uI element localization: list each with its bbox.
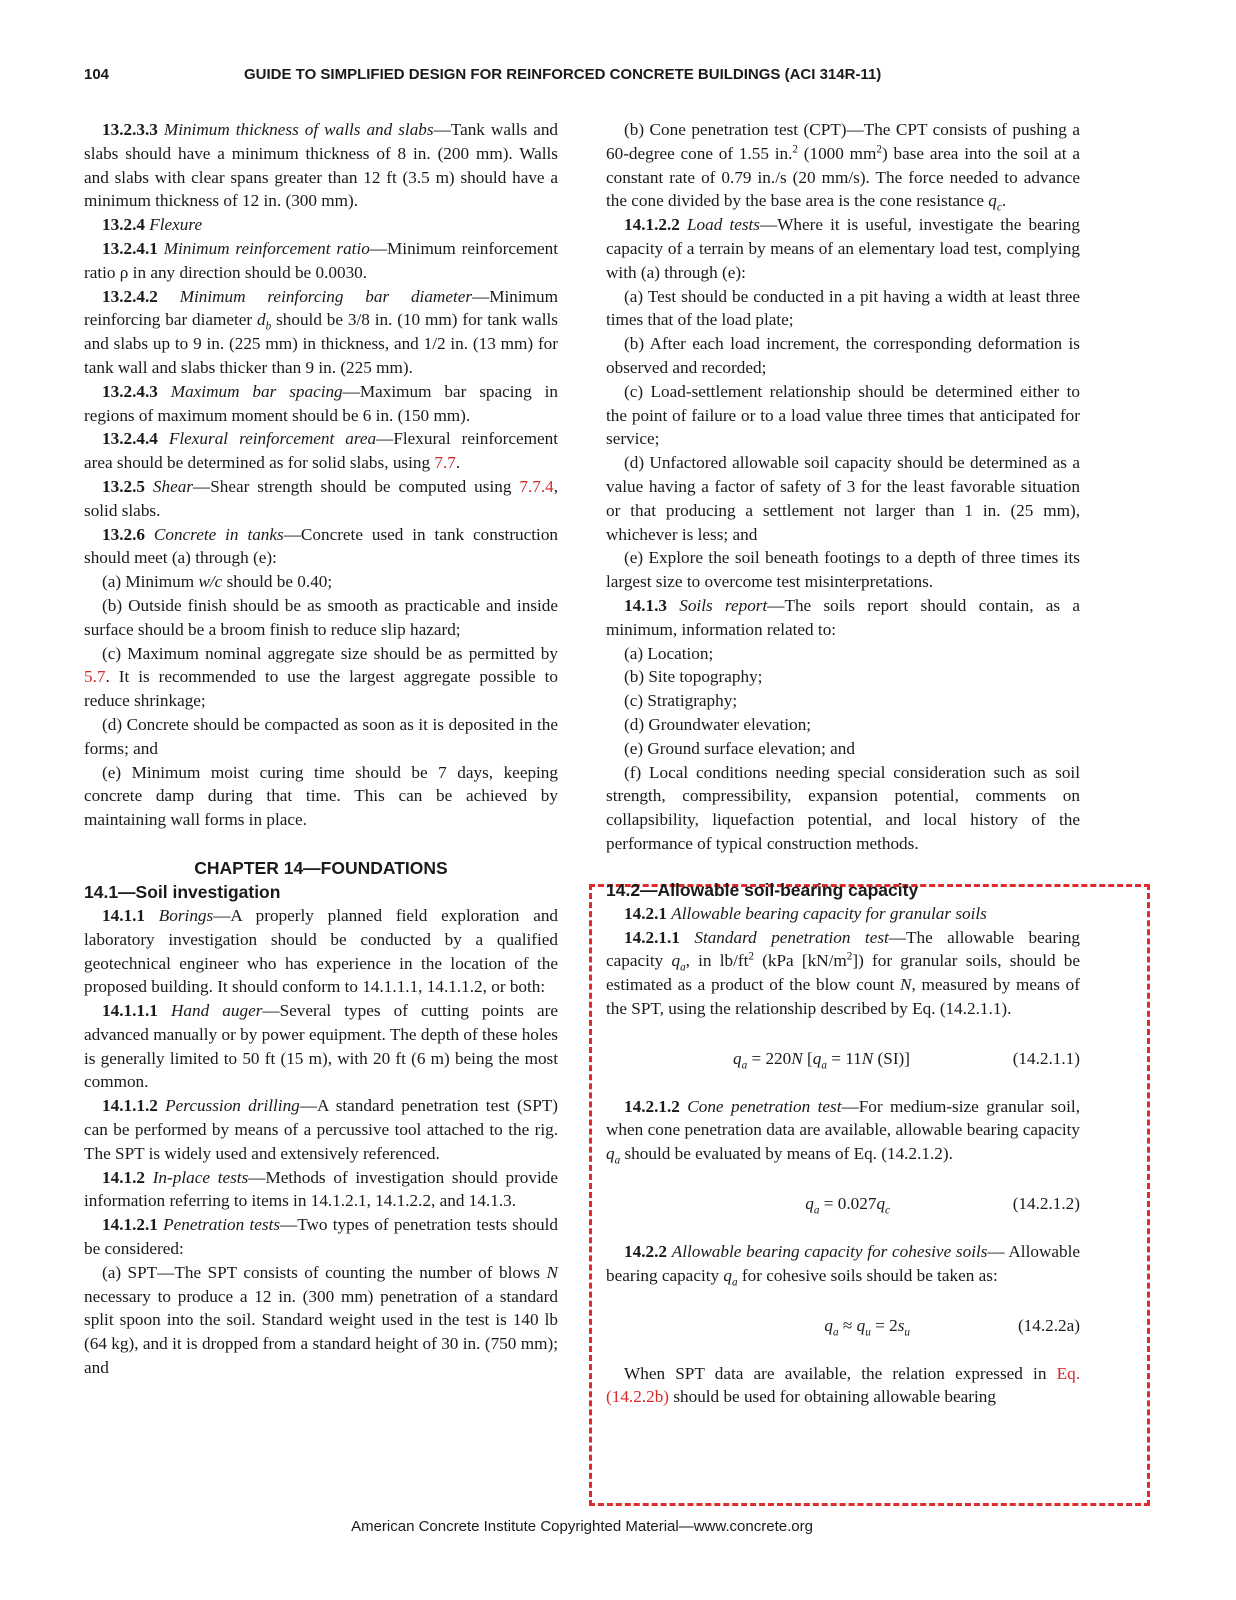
section-link-7-7-4[interactable]: 7.7.4 [519,476,554,496]
paragraph-14-2-1-1: 14.2.1.1 Standard penetration test—The allowable bearing capacity $q_a$, in $lb/ft^2$ (kPa $[kN/m^2]$) for granular soils, should be estimated as a product of the blow count N, measured by means of the SPT, using the relationship described by Eq. (14.2.1.1). [606,927,1081,1018]
list-item: (b) Site topography; [624,667,763,687]
paragraph-13-2-4-4: 13.2.4.4 Flexural reinforcement area—Flexural reinforcement area should be determined as for solid slabs, using 7.7. [84,429,558,473]
equation-number: (14.2.2a) [1017,1315,1080,1335]
list-item-cpt: (b) Cone penetration test (CPT)—The CPT consists of pushing a 60-degree cone of 1.55 in.$^2$ (1000 $mm^2$) base area into the soil at a constant rate of 0.79 in./s (20 mm/s). The force needed to advance the cone divided by the base area is the cone resistance $q_c$. [606,120,1080,214]
list-item-e: (e) Minimum moist curing time should be 7 days, keeping concrete damp during that time. This can be achieved by maintaining wall forms in place. [84,762,558,830]
list-item: (e) Ground surface elevation; and [624,738,855,758]
paragraph-13-2-4: 13.2.4 Flexure [102,215,203,235]
list-item: (c) Stratigraphy; [624,691,738,711]
equation-number: (14.2.1.2) [1012,1194,1080,1214]
paragraph-13-2-6: 13.2.6 Concrete in tanks—Concrete used in tank construction should meet (a) through (e): [84,524,559,568]
section-heading-14-2: 14.2—Allowable soil-bearing capacity [606,879,919,900]
list-item-a: (a) Test should be conducted in a pit having a width at least three times that of the load plate; [606,286,1080,330]
list-item-d: (d) Concrete should be compacted as soon as it is deposited in the forms; and [84,714,558,758]
list-item-e: (e) Explore the soil beneath footings to a depth of three times its largest size to overcome test misinterpretations. [606,548,1080,592]
paragraph-14-1-2-2: 14.1.2.2 Load tests—Where it is useful, investigate the bearing capacity of a terrain by means of an elementary load test, complying with (a) through (e): [606,215,1080,282]
list-item-b: (b) After each load increment, the corresponding deformation is observed and recorded; [606,334,1080,377]
section-link-7-7[interactable]: 7.7 [434,453,456,473]
paragraph-14-1-1-1: 14.1.1.1 Hand auger—Several types of cutting points are advanced manually or by power equipment. The depth of these holes is generally limited to 50 ft (15 m), with 20 ft (6 m) being the most common. [84,1001,559,1092]
list-item-b: (b) Outside finish should be as smooth as practicable and inside surface should be a broom finish to reduce slip hazard; [84,595,558,639]
list-item-a: (a) Minimum w/c should be 0.40; [102,572,333,592]
paragraph-14-1-1-2: 14.1.1.2 Percussion drilling—A standard penetration test (SPT) can be performed by means of a percussive tool attached to the rig. The SPT is widely used and extensively referenced. [84,1096,559,1163]
list-item: (a) Location; [624,643,714,663]
section-heading-14-1: 14.1—Soil investigation [84,881,281,902]
list-item-spt: (a) SPT—The SPT consists of counting the number of blows N necessary to produce a 12 in. (300 mm) penetration of a standard split spoon into the soil. Standard weight used in the test is 140 lb (64 kg), and it is dropped from a standard height of 30 in. (750 mm); and [84,1262,558,1378]
paragraph-14-1-3: 14.1.3 Soils report—The soils report should contain, as a minimum, information related to: [606,595,1080,639]
running-header [84,66,1084,92]
chapter-heading: CHAPTER 14—FOUNDATIONS [194,857,448,878]
list-item-c: (c) Maximum nominal aggregate size should be as permitted by 5.7. It is recommended to use the largest aggregate possible to reduce shrinkage; [84,643,558,711]
equation-14-2-1-1: $q_a = 220N$ [$q_a = 11N$ (SI)] (14.2.1.1) [732,1048,1080,1072]
paragraph-14-1-1: 14.1.1 Borings—A properly planned field exploration and laboratory investigation should be conducted by a qualified geotechnical engineer who has experience in the location of the proposed building. It should conform to 14.1.1.1, 14.1.1.2, or both: [84,905,559,997]
equation-number: (14.2.1.1) [1012,1048,1080,1068]
paragraph-13-2-3-3: 13.2.3.3 Minimum thickness of walls and slabs—Tank walls and slabs should have a minimum thickness of 8 in. (200 mm). Walls and slabs with clear spans greater than 12 ft (3.5 m) should have a minimum thickness of 12 in. (300 mm). [84,120,559,211]
right-column [606,118,1080,1409]
paragraph-14-2-2: 14.2.2 Allowable bearing capacity for cohesive soils— Allowable bearing capacity $q_a$ for cohesive soils should be taken as: [606,1242,1080,1289]
running-title: GUIDE TO SIMPLIFIED DESIGN FOR REINFORCED CONCRETE BUILDINGS (ACI 314R-11) [244,66,882,83]
equation-link-14-2-2b[interactable]: Eq. (14.2.2b) [606,1363,1080,1407]
paragraph-14-2-1-2: 14.2.1.2 Cone penetration test—For medium-size granular soil, when cone penetration data are available, allowable bearing capacity $q_a$ should be evaluated by means of Eq. (14.2.1.2). [606,1096,1081,1167]
paragraph-14-1-2-1: 14.1.2.1 Penetration tests—Two types of penetration tests should be considered: [84,1215,558,1259]
equation-14-2-1-2: $q_a = 0.027q_c$ (14.2.1.2) [805,1194,1080,1217]
list-item: (d) Groundwater elevation; [624,714,812,734]
page-number: 104 [84,66,110,83]
paragraph-13-2-4-2: 13.2.4.2 Minimum reinforcing bar diameter—Minimum reinforcing bar diameter $d_b$ should be 3/8 in. (10 mm) for tank walls and slabs up to 9 in. (225 mm) in thickness, and 1/2 in. (13 mm) for tank wall and slabs thicker than 9 in. (225 mm). [84,286,559,377]
paragraph-13-2-5: 13.2.5 Shear—Shear strength should be computed using 7.7.4, solid slabs. [84,476,559,520]
list-item-c: (c) Load-settlement relationship should be determined either to the point of failure or to a load value three times that anticipated for service; [606,381,1080,449]
paragraph-spt-relation: When SPT data are available, the relation expressed in Eq. (14.2.2b) should be used for obtaining allowable bearing [606,1363,1080,1407]
paragraph-14-2-1: 14.2.1 Allowable bearing capacity for granular soils [624,903,987,923]
section-link-5-7[interactable]: 5.7 [84,667,106,687]
paragraph-13-2-4-1: 13.2.4.1 Minimum reinforcement ratio—Minimum reinforcement ratio ρ in any direction should be 0.0030. [84,238,558,282]
left-column [84,118,558,1380]
list-item-f: (f) Local conditions needing special consideration such as soil strength, compressibility, expansion potential, comments on collapsibility, liquefaction potential, and local history of the performance of typical construction methods. [606,762,1080,853]
list-item-d: (d) Unfactored allowable soil capacity should be determined as a value having a factor of safety of 3 for the least favorable situation or that producing a settlement not larger than 1 in. (25 mm), whichever is less; and [606,453,1080,544]
equation-14-2-2a: $q_a \approx q_u = 2s_u$ (14.2.2a) [824,1315,1080,1339]
paragraph-13-2-4-3: 13.2.4.3 Maximum bar spacing—Maximum bar spacing in regions of maximum moment should be 6 in. (150 mm). [84,381,558,425]
paragraph-14-1-2: 14.1.2 In-place tests—Methods of investigation should provide information referring to items in 14.1.2.1, 14.1.2.2, and 14.1.3. [84,1167,558,1211]
copyright-footer: American Concrete Institute Copyrighted Material—www.concrete.org [351,1518,813,1535]
